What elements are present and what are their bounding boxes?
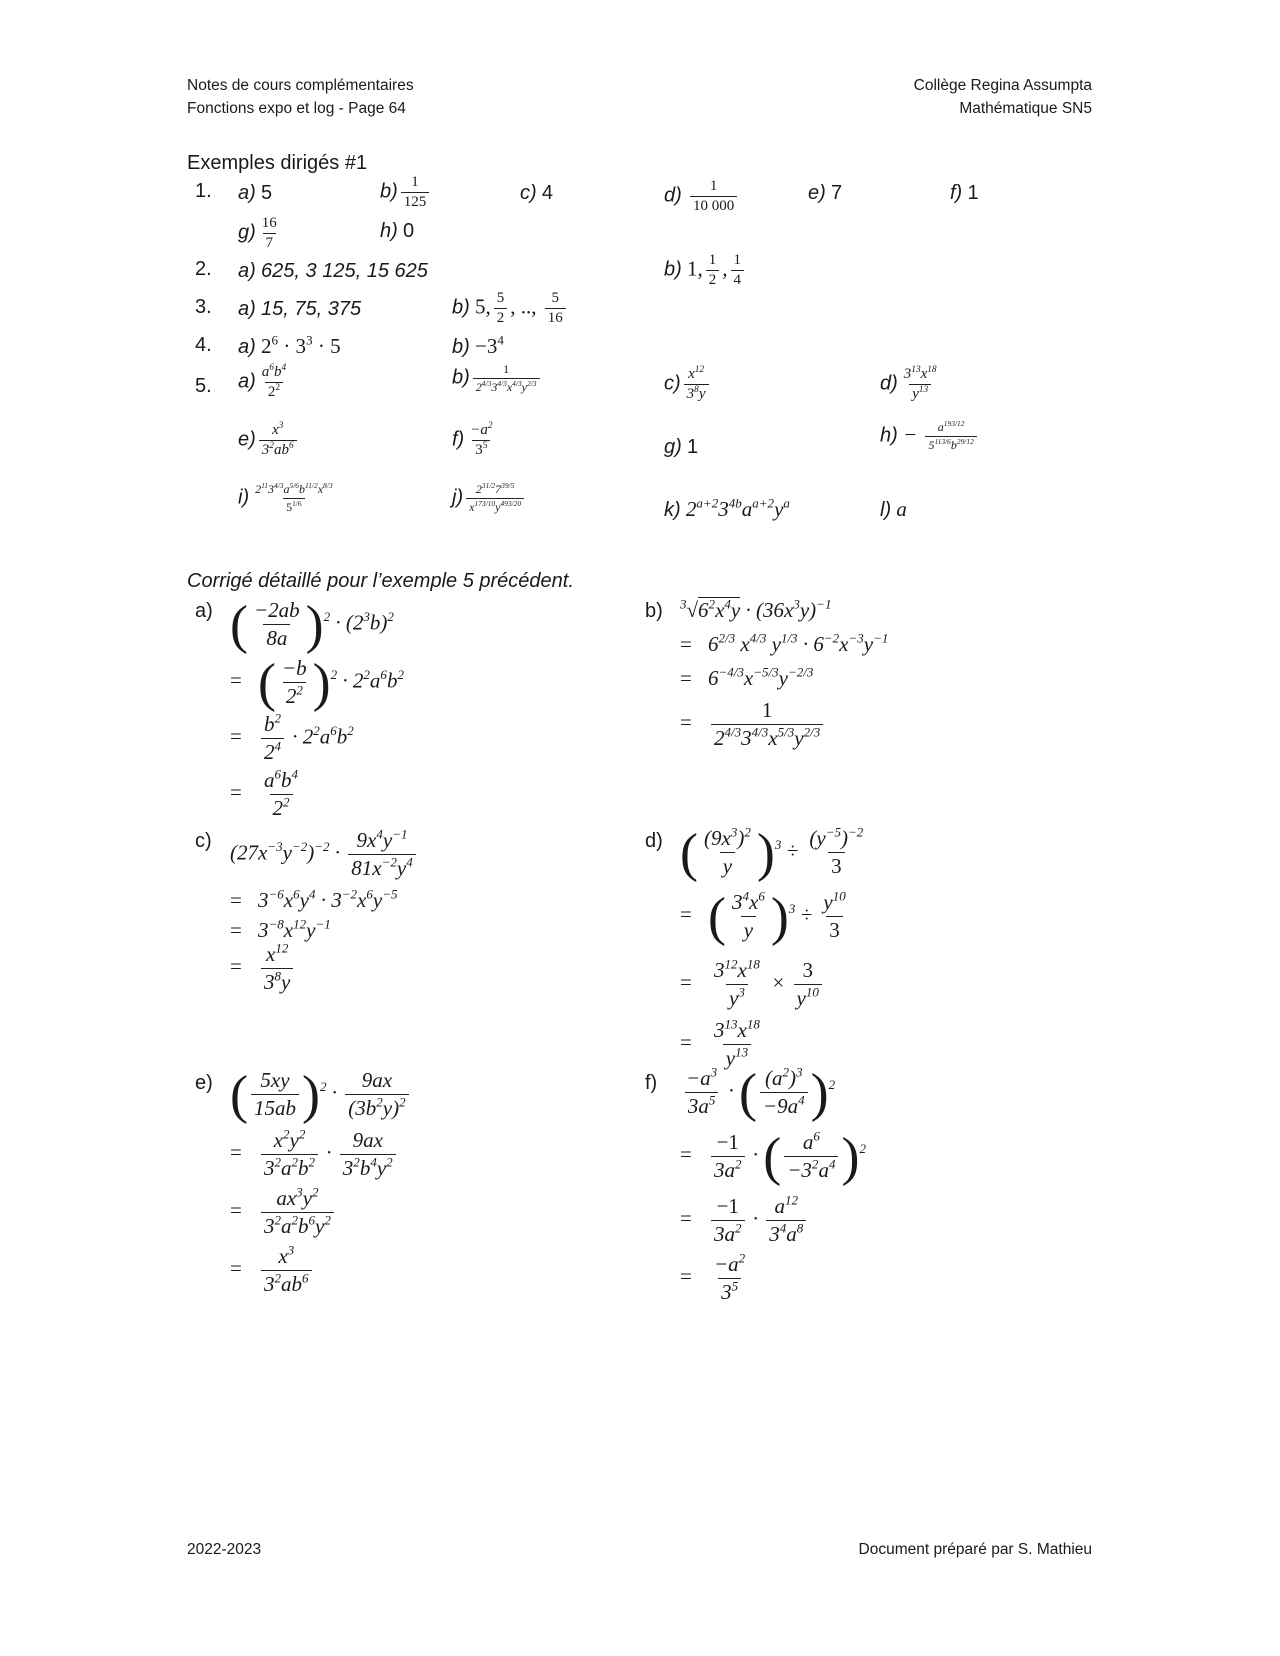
question-number: 1. (195, 180, 212, 202)
solution-label-e: e) (195, 1072, 213, 1094)
solution-step: = $\frac{x^{12}}{3^8y}$ (230, 942, 296, 995)
answer-5a: a) $\frac{a^6b^4}{2^2}$ (238, 362, 287, 400)
solution-step: = $3^{-8}x^{12}y^{-1}$ (230, 916, 331, 942)
answer-5d: d) $\frac{3^{13}x^{18}}{y^{13}}$ (880, 364, 937, 402)
section-title: Exemples dirigés #1 (187, 152, 368, 174)
solution-step: ( $\frac{5xy}{15ab}$ )$^2$ · $\frac{9ax}{(3b^2y)^2}$ (230, 1068, 412, 1121)
answer-1g: g) $\frac{16}{7}$ (238, 215, 277, 251)
answer-1a: a) 5 (238, 182, 273, 204)
answer-3b: b) 5, $\frac{5}{2}$ , .., $\frac{5}{16}$ (452, 290, 569, 327)
answer-1e: e) 7 (808, 182, 843, 204)
question-number: 2. (195, 258, 212, 280)
solution-step: = $\frac{-1}{3a^2}$ · $\frac{a^{12}}{3^4a^8}$ (680, 1194, 809, 1247)
answer-5j: j) $\frac{2^{31/2}7^{39/5}}{x^{173/10}y^{493/20}}$ (452, 482, 527, 515)
solution-d (680, 822, 1010, 1086)
solution-label-b: b) (645, 600, 663, 622)
solution-a (230, 594, 550, 820)
solution-step: = $\frac{3^{12}x^{18}}{y^3}$ × $\frac{3}{y^{10}}$ (680, 958, 825, 1011)
solution-step: = ( $\frac{3^4x^6}{y}$ )$^3$ ÷ $\frac{y^{10}}{3}$ (680, 886, 846, 947)
answer-5i: i) $\frac{2^{11}3^{4/3}a^{5/6}b^{11/2}x^{8/3}}{5^{1/6}}$ (238, 481, 333, 514)
solution-label-d: d) (645, 830, 663, 852)
answer-2a: a) 625, 3 125, 15 625 (238, 260, 428, 282)
solution-step: = $\frac{b^2}{2^4}$ · $2^2a^6b^2$ (230, 710, 354, 764)
answer-5e: e) $\frac{x^3}{3^2ab^6}$ (238, 422, 300, 459)
solution-e (230, 1064, 560, 1308)
answer-2b: b) 1, $\frac{1}{2}$ , $\frac{1}{4}$ (664, 252, 747, 289)
solution-step: = $\frac{3^{13}x^{18}}{y^{13}}$ (680, 1016, 760, 1070)
answer-1h: h) 0 (380, 220, 415, 242)
footer-author: Document préparé par S. Mathieu (858, 1541, 1092, 1558)
question-number: 5. (195, 375, 212, 397)
answer-5b: b) $\frac{1}{2^{4/3}3^{4/3}x^{4/3}y^{2/3}}$ (452, 362, 543, 395)
solution-label-f: f) (645, 1072, 658, 1094)
solution-step: $\frac{-a^3}{3a^5}$ · ( $\frac{(a^2)^3}{-9a^4}$ )$^2$ (686, 1062, 836, 1123)
solution-step: = $\frac{1}{2^{4/3}3^{4/3}x^{5/3}y^{2/3}}$ (680, 698, 826, 751)
solution-step: = $\frac{x^3}{3^2ab^6}$ (230, 1244, 315, 1297)
answer-5f: f) $\frac{-a^2}{3^5}$ (452, 420, 493, 458)
course-name: Mathématique SN5 (959, 100, 1092, 117)
solution-step: = $\frac{ax^3y^2}{3^2a^2b^6y^2}$ (230, 1186, 337, 1239)
header-left (187, 74, 414, 120)
answer-5g: g) 1 (664, 436, 699, 458)
solution-step: = ( $\frac{-b}{2^2}$ )$^2 \cdot 2^2a^6b^2$ (230, 652, 404, 713)
page-subtitle: Fonctions expo et log - Page 64 (187, 100, 406, 117)
solution-step: = $\frac{-1}{3a^2}$ · ( $\frac{a^6}{-3^2a^4}$ )$^2$ (680, 1126, 866, 1187)
solution-step: = $3^{-6}x^6y^4 \cdot 3^{-2}x^6y^{-5}$ (230, 886, 398, 912)
solution-b (680, 598, 980, 768)
answer-4b: $b) -3^4$ (452, 332, 504, 358)
solution-c (230, 828, 560, 1008)
solution-step: = $\frac{x^2y^2}{3^2a^2b^2}$ · $\frac{9ax}{3^2b^4y^2}$ (230, 1128, 399, 1181)
solution-step: = $6^{-4/3}x^{-5/3}y^{-2/3}$ (680, 664, 814, 690)
solution-f (680, 1062, 1010, 1316)
answer-1b: b) $\frac{1}{125}$ (380, 174, 432, 211)
solution-step: ( $\frac{(9x^3)^2}{y}$ )$^3$ ÷ $\frac{(y^{-5})^{-2}}{3}$ (680, 822, 864, 883)
course-notes-title: Notes de cours complémentaires (187, 77, 414, 94)
answer-4a: a) $2^6 \cdot 3^3 \cdot 5$ (238, 332, 341, 358)
solution-label-c: c) (195, 830, 212, 852)
answer-5l: l) a (880, 497, 907, 521)
solution-step: $^3√6^2x^4y \cdot (36x^3y)^{-1}$ (680, 596, 832, 622)
answer-5h: h) − $\frac{a^{193/12}}{5^{113/6}b^{29/12}}$ (880, 420, 980, 453)
answer-3a: a) 15, 75, 375 (238, 298, 362, 320)
solution-label-a: a) (195, 600, 213, 622)
section-title: Corrigé détaillé pour l’exemple 5 précédent. (187, 570, 574, 592)
header-right (914, 74, 1092, 120)
solution-step: ( $\frac{-2ab}{8a}$ )$^2 \cdot (2^3b)^2$ (230, 594, 394, 655)
question-number: 4. (195, 334, 212, 356)
solution-step: $(27x^{-3}y^{-2})^{-2}$ · $\frac{9x^4y^{-1}}{81x^{-2}y^4}$ (230, 828, 419, 881)
solution-step: = $\frac{a^6b^4}{2^2}$ (230, 766, 299, 820)
footer-year: 2022-2023 (187, 1541, 262, 1558)
answer-1f: f) 1 (950, 182, 979, 204)
answer-5c: c) $\frac{x^{12}}{3^8y}$ (664, 366, 712, 403)
solution-step: = $6^{2/3}$ $x^{4/3}$ $y^{1/3} \cdot 6^{-2}x^{-3}y^{-1}$ (680, 630, 889, 656)
answer-1d: d) $\frac{1}{10 000}$ (664, 178, 740, 215)
answer-1c: c) 4 (520, 182, 554, 204)
solution-step: = $\frac{-a^2}{3^5}$ (680, 1250, 746, 1304)
answer-5k: k) $2^{a+2}3^{4b}a^{a+2}y^a$ (664, 495, 790, 521)
school-name: Collège Regina Assumpta (913, 77, 1092, 94)
question-number: 3. (195, 296, 212, 318)
